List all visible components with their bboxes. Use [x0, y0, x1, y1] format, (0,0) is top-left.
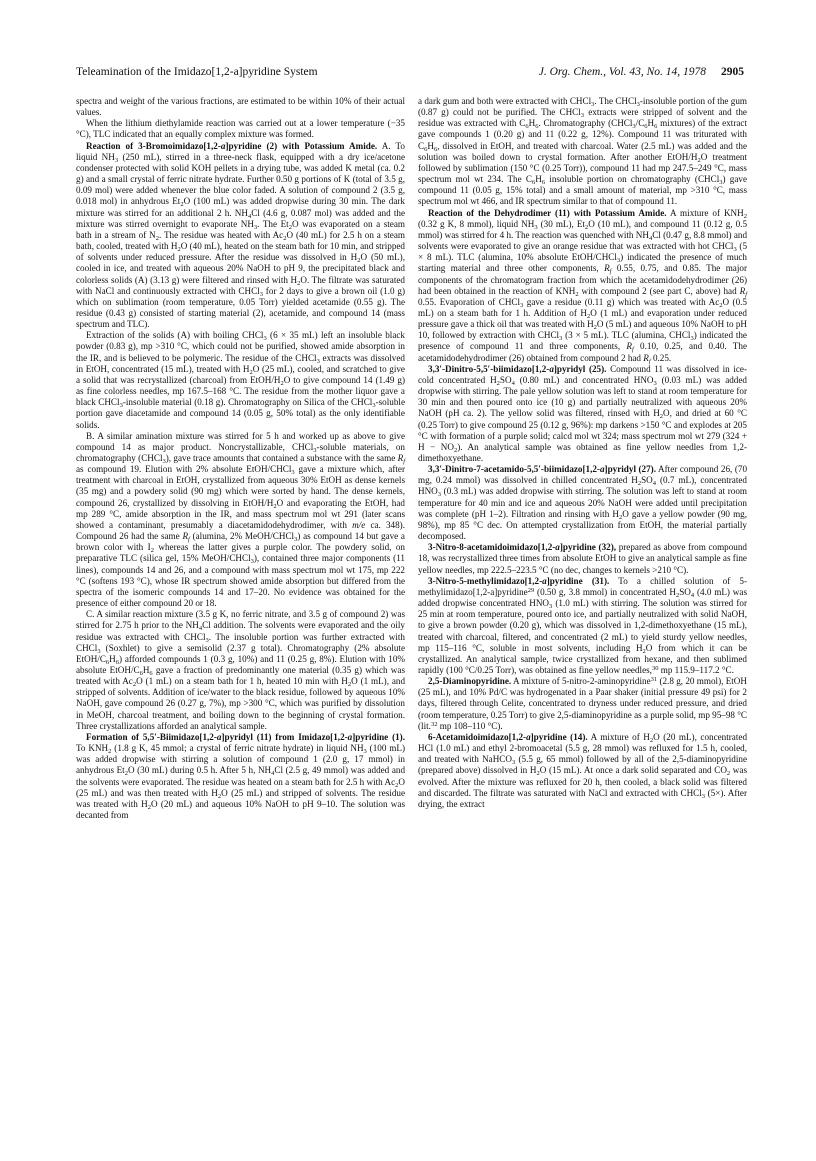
section-paragraph: Formation of 5,5′-Biimidazo[1,2-a]pyridyl (11) from Imidazo[1,2-a]pyridine (1). To $KNH_2$ (1.8 g K, 45 mmol; a crystal of ferric nitrate hydrate) in liquid $NH_3$ (100 mL) was added dropwise with stirring a solution of compound 1 (2.0 g, 17 mmol) in anhydrous $Et_2O$ (30 mL) during 0.5 h. After 5 h, $NH_4Cl$ (2.5 g, 49 mmol) was added and the solvents were evaporated. The residue was heated on a steam bath for 2.5 h with $Ac_2O$ (25 mL) and was then treated with $H_2O$ (25 mL) and stripped of solvents. The residue was treated with $H_2O$ (20 mL) and aqueous 10% NaOH to pH 9–10. The solution was decanted from [76, 731, 406, 820]
paragraph-heading: 3-Nitro-8-acetamidoimidazo[1,2-a]pyridine (32), [428, 542, 617, 553]
body-paragraph: B. A similar amination mixture was stirred for 5 h and worked up as above to give compound 14 as major product. Noncrystallizable, CHCl$_3$-soluble materials, on chromatography (CHCl$_3$), gave trace amounts that contained a substance with the same $R_f$ as compound 19. Elution with 2% absolute EtOH/CHCl$_3$ gave a mixture which, after treatment with charcoal in EtOH, crystallized from aqueous 30% EtOH as dense kernels (35 mg) and a powdery solid (90 mg) which were sorted by hand. The dense kernels, compound 26, crystallized by dissolving in EtOH/$H_2O$ and evaporating the EtOH, had mp 289 °C, amide absorption in the IR, and mass spectrum mol wt 291 (later scans showed a contaminant, presumably a diacetamidodehydrodimer, with m/e ca. 348). Compound 26 had the same $R_f$ (alumina, 2% MeOH/CHCl$_3$) as compound 14 but gave a brown color with $I_2$ whereas the latter gives a purple color. The powdery solid, on preparative TLC (silica gel, 15% MeOH/CHCl$_3$), contained three major components (11 lines), compounds 14 and 26, and a compound with mass spectrum mol wt 175, mp 222 °C (softens 193 °C), whose IR spectrum showed amide absorption but differed from the spectra of the isomeric compounds 14 and 17–20. No evidence was obtained for the presence of either compound 20 or 18. [76, 430, 406, 609]
section-paragraph: 3-Nitro-5-methylimidazo[1,2-a]pyridine (31). To a chilled solution of 5-methylimidazo[1,2-a]pyridine$^{29}$ (0.50 g, 3.8 mmol) in concentrated $H_2SO_4$ (4.0 mL) was added dropwise concentrated $HNO_3$ (1.0 mL) with stirring. The solution was stirred for 25 min at room temperature, poured onto ice, and partially neutralized with solid NaOH, to give a brown powder (0.20 g), which was dissolved in 1,2-dimethoxyethane (15 mL), treated with charcoal, filtered, and concentrated (2 mL) to yield sturdy yellow needles, mp 115–116 °C, soluble in most solvents, including $H_2O$ from which it can be crystallized. An analytical sample, twice crystallized from hexane, and then sublimed rapidly (100 °C/0.25 Torr), was obtained as fine yellow needles,$^{30}$ mp 115.9–117.2 °C. [418, 575, 748, 675]
body-paragraph: Extraction of the solids (A) with boiling CHCl$_3$ (6 × 35 mL) left an insoluble black powder (0.83 g), mp >310 °C, which could not be purified, showed amide absorption in the IR, and is believed to be polymeric. The residue of the CHCl$_3$ extracts was dissolved in EtOH, concentrated (15 mL), treated with $H_2O$ (25 mL), cooled, and scratched to give a solid that was recrystallized (charcoal) from EtOH/$H_2O$ to give compound 14 (1.49 g) as fine colorless needles, mp 167.5–168 °C. The residue from the mother liquor gave a black CHCl$_3$-insoluble material (0.18 g). Chromatography on Silica of the CHCl$_3$-soluble portion gave diacetamide and compound 14 (0.05 g, 50% total) as the only identifiable solids. [76, 330, 405, 430]
paragraph-heading: 6-Acetamidoimidazo[1,2-a]pyridine (14). [428, 731, 588, 742]
paragraph-heading: Reaction of the Dehydrodimer (11) with Potassium Amide. [428, 207, 667, 218]
body-paragraph: spectra and weight of the various fractions, are estimated to be within 10% of their actual values. [76, 96, 405, 118]
page-header [76, 66, 744, 82]
paragraph-heading: Reaction of 3-Bromoimidazo[1,2-a]pyridine (2) with Potassium Amide. [86, 140, 378, 151]
left-column [76, 96, 405, 821]
running-title: Teleamination of the Imidazo[1,2-a]pyridine System [76, 66, 318, 78]
section-paragraph: 2,5-Diaminopyridine. A mixture of 5-nitro-2-aminopyridine$^{31}$ (2.8 g, 20 mmol), EtOH (25 mL), and 10% Pd/C was hydrogenated in a Paar shaker (initial pressure 49 psi) for 2 days, filtered through Celite, concentrated to dryness under reduced pressure, and dried (room temperature, 0.25 Torr) to give 2,5-diaminopyridine as a purple solid, mp 95–98 °C (lit.$^{32}$ mp 108–110 °C). [418, 676, 747, 731]
section-paragraph: 6-Acetamidoimidazo[1,2-a]pyridine (14). A mixture of $H_2O$ (20 mL), concentrated HCl (1.0 mL) and ethyl 2-bromoacetal (5.5 g, 28 mmol) was refluxed for 1.5 h, cooled, and treated with NaHCO$_3$ (5.5 g, 65 mmol) followed by all of the 2,5-diaminopyridine (prepared above) dissolved in $H_2O$ (15 mL). At once a dark solid separated and $CO_2$ was evolved. After the mixture was refluxed for 20 h, then cooled, a black solid was filtered and discarded. The filtrate was saturated with NaCl and extracted with CHCl$_3$ (5×). After drying, the extract [418, 731, 748, 809]
journal-citation: J. Org. Chem., Vol. 43, No. 14, 1978 [538, 66, 706, 78]
page-number: 2905 [721, 66, 744, 78]
section-paragraph: Reaction of 3-Bromoimidazo[1,2-a]pyridine (2) with Potassium Amide. A. To liquid $NH_3$ (250 mL), stirred in a three-neck flask, equipped with a dry ice/acetone condenser protected with solid KOH pellets in a drying tube, was added K metal (ca. 0.2 g) and a small crystal of ferric nitrate hydrate. Further 0.50 g portions of K (total of 3.5 g, 0.09 mol) were added whenever the blue color faded. A solution of compound 2 (3.5 g, 0.018 mol) in anhydrous $Et_2O$ (100 mL) was added dropwise during 30 min. The dark mixture was stirred for an additional 2 h. $NH_4Cl$ (4.6 g, 0.087 mol) was added and the mixture was stirred overnight to evaporate $NH_3$. The $Et_2O$ was evaporated on a steam bath in a stream of $N_2$. The residue was heated with $Ac_2O$ (40 mL) for 2.5 h on a steam bath, cooled, treated with $H_2O$ (40 mL), heated on the steam bath for 10 min, and stripped of solvents under reduced pressure. After the residue was dissolved in $H_2O$ (50 mL), cooled in ice, and treated with aqueous 20% NaOH to pH 9, the precipitated black and colorless solids (A) (3.13 g) were filtered and rinsed with $H_2O$. The filtrate was saturated with NaCl and continuously extracted with CHCl$_3$ for 2 days to give a brown oil (1.0 g) which on sublimation (room temperature, 0.05 Torr) yielded acetamide (0.55 g). The residue (0.43 g) consisted of starting material (2), acetamide, and compound 14 (mass spectrum and TLC). [76, 140, 406, 330]
body-paragraph: a dark gum and both were extracted with CHCl$_3$. The CHCl$_3$-insoluble portion of the gum (0.87 g) could not be purified. The CHCl$_3$ extracts were stripped of solvent and the residue was extracted with $C_6H_6$. Chromatography ($CHCl_3/C_6H_6$ mixtures) of the extract gave compounds 1 (0.20 g) and 11 (0.22 g, 12%). Compound 11 was triturated with $C_6H_6$, dissolved in EtOH, and treated with charcoal. Water (2.5 mL) was added and the solution was boiled down to crystal formation. After another EtOH/$H_2O$ treatment followed by sublimation (150 °C (0.25 Torr)), compound 11 had mp 247.5–249 °C, mass spectrum mol wt 234. The $C_6H_6$ insoluble portion on chromatography (CHCl$_3$) gave compound 11 (0.05 g, 15% total) and a small amount of material, mp >310 °C, mass spectrum mol wt 466, and IR spectrum similar to that of compound 11. [418, 96, 748, 207]
body-paragraph: C. A similar reaction mixture (3.5 g K, no ferric nitrate, and 3.5 g of compound 2) was stirred for 2.75 h prior to the $NH_4Cl$ addition. The solvents were evaporated and the oily residue was extracted with CHCl$_3$. The insoluble portion was further extracted with CHCl$_3$ (Soxhlet) to give a semisolid (2.37 g total). Chromatography (2% absolute EtOH/$C_6H_6$) afforded compounds 1 (0.3 g, 10%) and 11 (0.25 g, 8%). Elution with 10% absolute EtOH/$C_6H_6$ gave a fraction of predominantly one material (0.35 g) which was treated with $Ac_2O$ (1 mL) on a steam bath for 1 h, heated 10 min with $H_2O$ (1 mL), and stripped of solvents. Addition of ice/water to the black residue, followed by aqueous 10% NaOH, gave compound 26 (0.27 g, 7%), mp >300 °C, which was purified by dissolution in MeOH, charcoal treatment, and boiling down to the beginning of crystal formation. Three crystallizations afforded an analytical sample. [76, 609, 406, 731]
paragraph-heading: 2,5-Diaminopyridine. [428, 676, 512, 687]
section-paragraph: 3-Nitro-8-acetamidoimidazo[1,2-a]pyridine (32), prepared as above from compound 18, was recrystallized three times from absolute EtOH to give an analytical sample as fine yellow needles, mp 222.5–223.5 °C (no dec, changes to kernels >210 °C). [418, 542, 747, 575]
paragraph-heading: 3-Nitro-5-methylimidazo[1,2-a]pyridine (31). [428, 575, 610, 586]
section-paragraph: Reaction of the Dehydrodimer (11) with Potassium Amide. A mixture of $KNH_2$ (0.32 g K, 8 mmol), liquid $NH_3$ (30 mL), $Et_2O$ (10 mL), and compound 11 (0.12 g, 0.5 mmol) was stirred for 4 h. The reaction was quenched with $NH_4Cl$ (0.47 g, 8.8 mmol) and solvents were evaporated to give an orange residue that was extracted with hot CHCl$_3$ (5 × 8 mL). TLC (alumina, 10% absolute EtOH/CHCl$_3$) indicated the presence of much starting material and three other components, $R_f$ 0.55, 0.75, and 0.85. The major components of the chromatogram fraction from which the acetamidodehydrodimer (26) had been obtained in the reaction of $KNH_2$ with compound 2 (see part C, above) had $R_f$ 0.55. Evaporation of CHCl$_3$ gave a residue (0.11 g) which was treated with $Ac_2O$ (0.5 mL) on a steam bath for 1 h. Addition of $H_2O$ (1 mL) and evaporation under reduced pressure gave a thick oil that was treated with $H_2O$ (5 mL) and aqueous 10% NaOH to pH 10, followed by extraction with CHCl$_3$ (3 × 5 mL). TLC (alumina, CHCl$_3$) indicated the presence of compound 11 and three components, $R_f$ 0.10, 0.25, and 0.40. The acetamidodehydrodimer (26) obtained from compound 2 had $R_f$ 0.25. [418, 207, 748, 365]
body-paragraph: When the lithium diethylamide reaction was carried out at a lower temperature (−35 °C), TLC indicated that an equally complex mixture was formed. [76, 118, 405, 140]
paragraph-heading: 3,3′-Dinitro-7-acetamido-5,5′-biimidazo[1,2-a]pyridyl (27). [428, 464, 657, 475]
paragraph-heading: Formation of 5,5′-Biimidazo[1,2-a]pyridyl (11) from Imidazo[1,2-a]pyridine (1). [86, 731, 406, 742]
paragraph-heading: 3,3′-Dinitro-5,5′-biimidazo[1,2-a]pyridyl (25). [428, 363, 607, 374]
section-paragraph: 3,3′-Dinitro-7-acetamido-5,5′-biimidazo[1,2-a]pyridyl (27). After compound 26, (70 mg, 0.24 mmol) was dissolved in chilled concentrated $H_2SO_4$ (0.7 mL), concentrated $HNO_3$ (0.3 mL) was added dropwise with stirring. The solution was left to stand at room temperature for 40 min and ice and aqueous 20% NaOH were added until precipitation was complete (pH 1–2). Filtration and rinsing with $H_2O$ gave a yellow powder (90 mg, 98%), mp 85 °C dec. On attempted crystallization from EtOH, the material partially decomposed. [418, 464, 748, 542]
section-paragraph: 3,3′-Dinitro-5,5′-biimidazo[1,2-a]pyridyl (25). Compound 11 was dissolved in ice-cold concentrated $H_2SO_4$ (0.80 mL) and concentrated $HNO_3$ (0.03 mL) was added dropwise with stirring. The pale yellow solution was left to stand at room temperature for 30 min and then poured onto ice (10 g) and partially neutralized with aqueous 20% NaOH (pH ca. 2). The yellow solid was filtered, rinsed with $H_2O$, and dried at 60 °C (0.25 Torr) to give compound 25 (0.12 g, 96%): mp darkens >150 °C and explodes at 205 °C with formation of a purple solid; calcd mol wt 324; mass spectrum mol wt 279 $(324 + H - NO_2)$. An analytical sample was obtained as fine yellow needles from 1,2-dimethoxyethane. [418, 363, 748, 463]
right-column [418, 96, 747, 810]
